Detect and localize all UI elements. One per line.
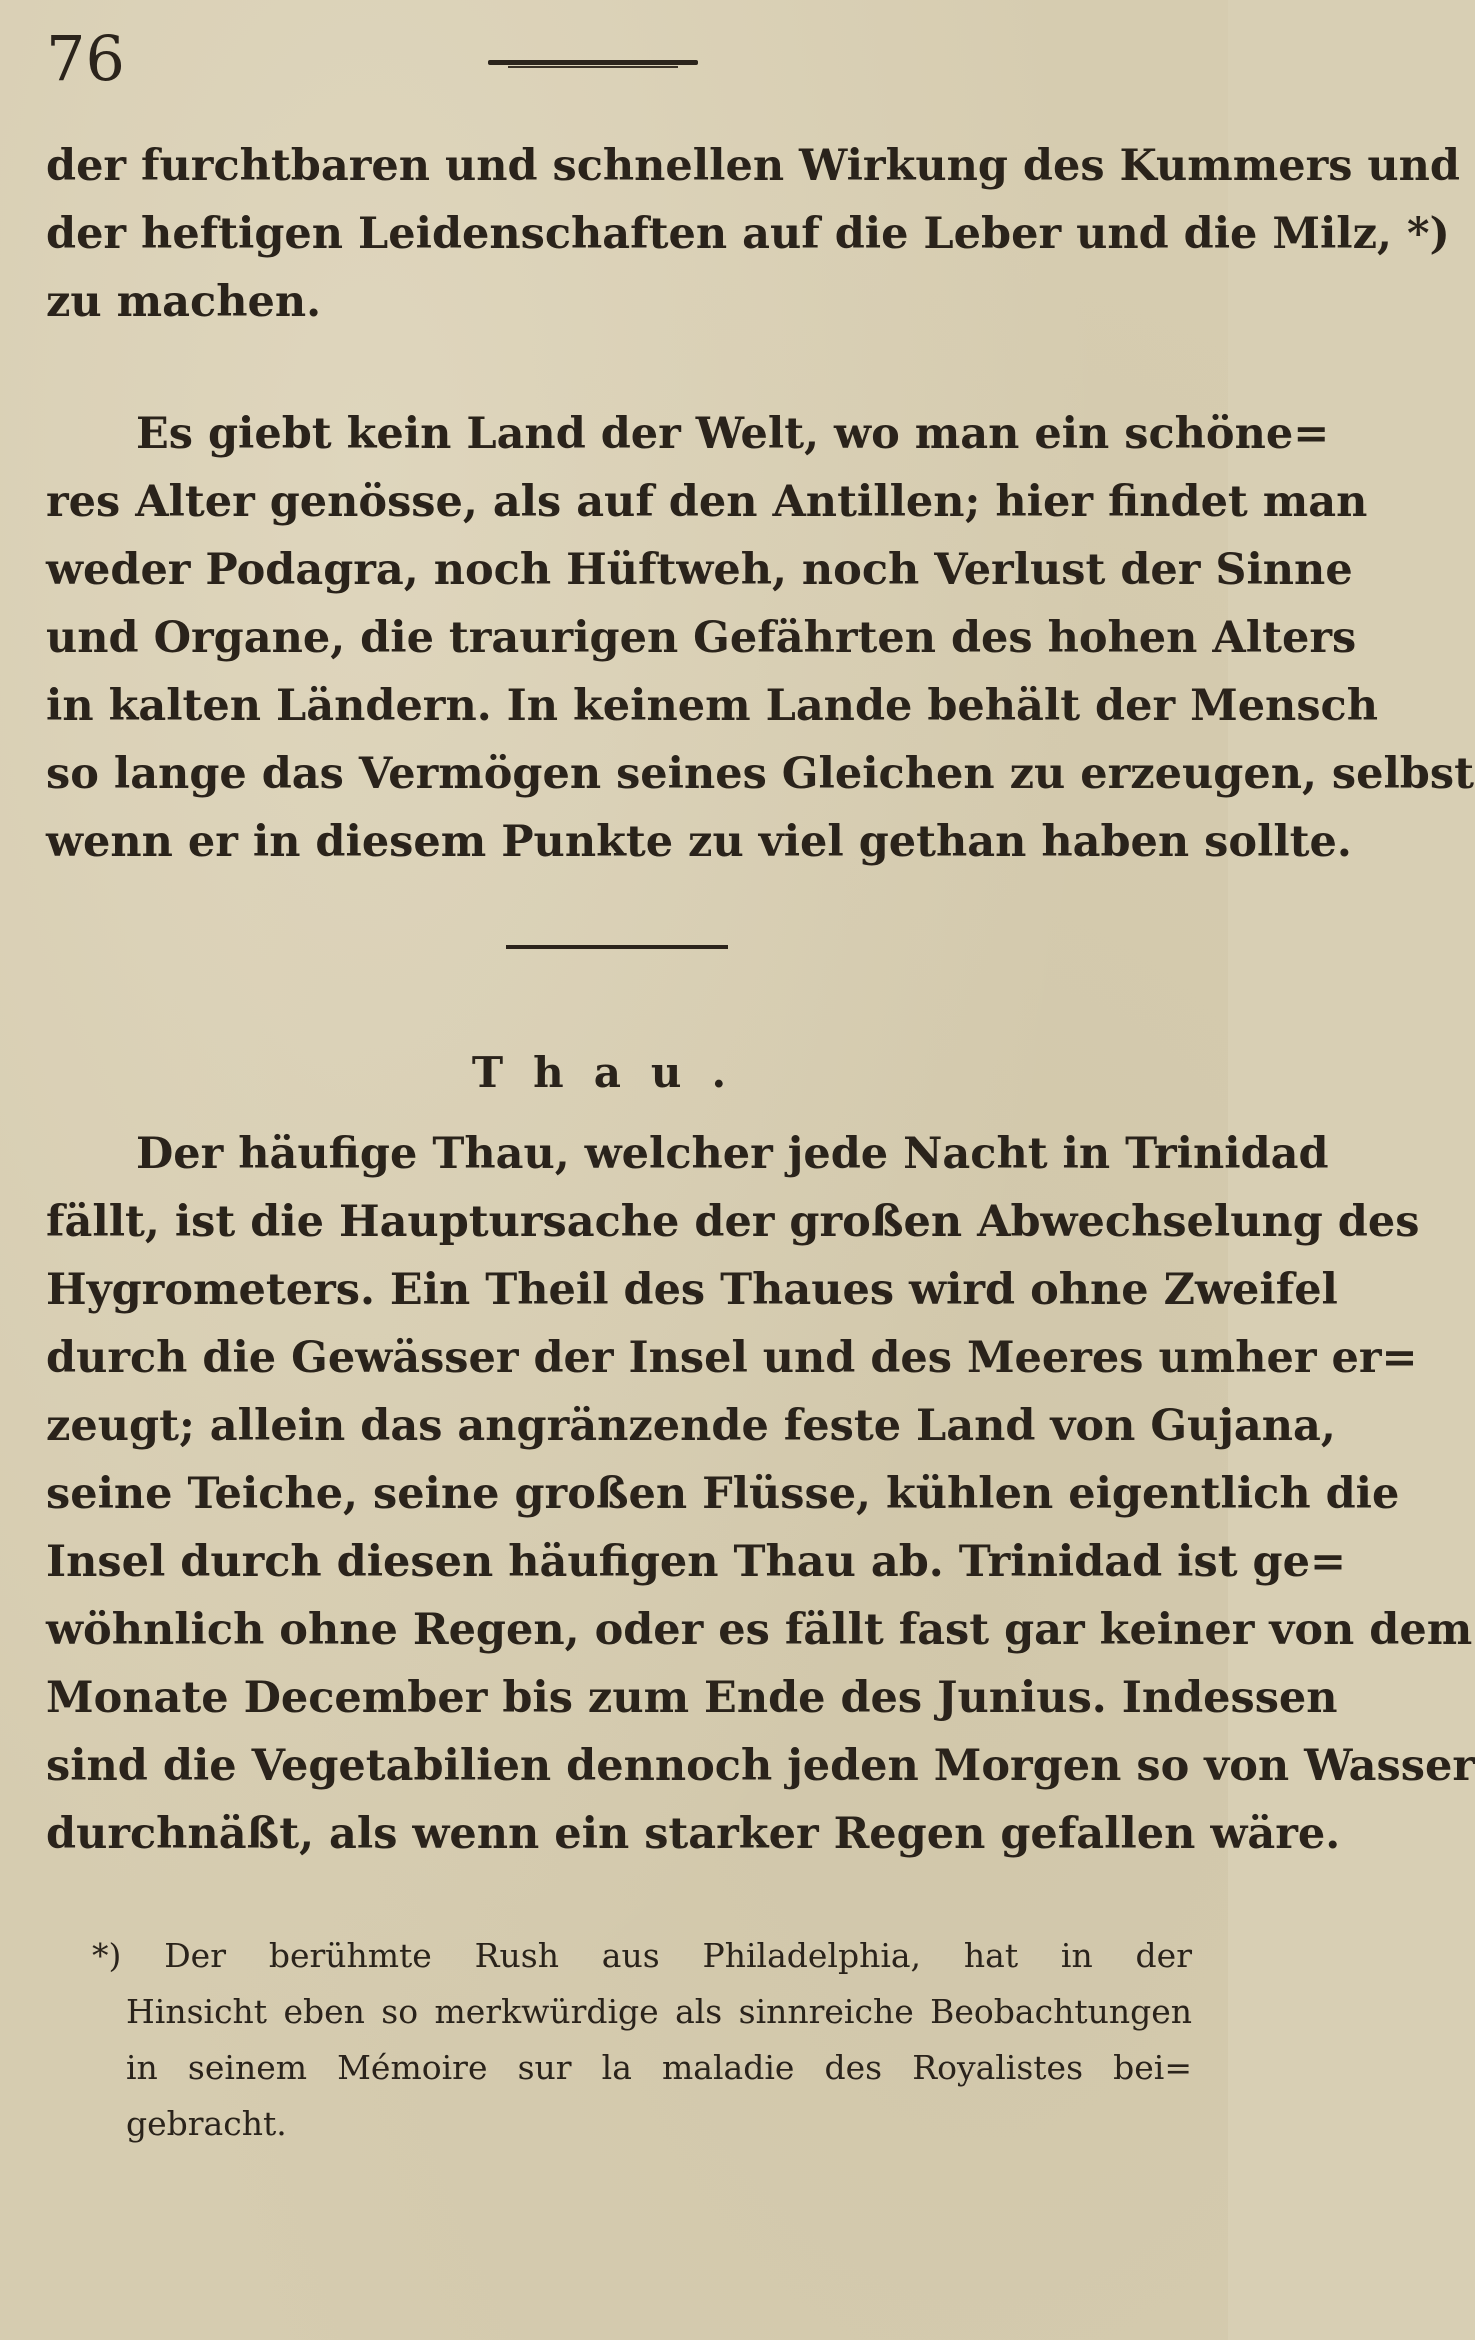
text-line: wenn er in diesem Punkte zu viel gethan haben sollte. <box>46 817 1352 867</box>
text-line: wöhnlich ohne Regen, oder es fällt fast gar keiner von dem <box>46 1605 1473 1655</box>
text-line: und Organe, die traurigen Gefährten des hohen Alters <box>46 613 1357 663</box>
text-line: zu machen. <box>46 277 322 327</box>
text-line: zeugt; allein das angränzende feste Land von Gujana, <box>46 1401 1336 1451</box>
text-line: sind die Vegetabilien dennoch jeden Morgen so von Wasser <box>46 1741 1475 1791</box>
text-line: der heftigen Leidenschaften auf die Leber und die Milz, *) <box>46 209 1450 259</box>
text-line: seine Teiche, seine großen Flüsse, kühlen eigentlich die <box>46 1469 1400 1519</box>
text-line: weder Podagra, noch Hüftweh, noch Verlust der Sinne <box>46 545 1353 595</box>
text-line: Insel durch diesen häufigen Thau ab. Trinidad ist ge= <box>46 1537 1346 1587</box>
section-heading: Thau. <box>471 1048 757 1097</box>
text-line: Der häufige Thau, welcher jede Nacht in Trinidad <box>136 1129 1329 1179</box>
text-line: res Alter genösse, als auf den Antillen; hier findet man <box>46 477 1368 527</box>
page-number: 76 <box>46 22 125 95</box>
paragraph-antilles <box>46 400 1474 876</box>
text-line: der furchtbaren und schnellen Wirkung des Kummers und <box>46 141 1461 191</box>
text-line: Es giebt kein Land der Welt, wo man ein schöne= <box>136 409 1330 459</box>
text-line: durchnäßt, als wenn ein starker Regen gefallen wäre. <box>46 1809 1341 1859</box>
footnote <box>92 1928 1192 2152</box>
footnote-line: in seinem Mémoire sur la maladie des Royalistes bei= <box>126 2048 1192 2087</box>
paragraph-thau <box>46 1120 1475 1868</box>
header-rule <box>488 60 698 65</box>
footnote-line: Hinsicht eben so merkwürdige als sinnreiche Beobachtungen <box>126 1992 1192 2031</box>
text-line: Monate December bis zum Ende des Junius. Indessen <box>46 1673 1338 1723</box>
footnote-line: gebracht. <box>126 2104 287 2143</box>
text-line: in kalten Ländern. In keinem Lande behält der Mensch <box>46 681 1378 731</box>
text-line: Hygrometers. Ein Theil des Thaues wird ohne Zweifel <box>46 1265 1338 1315</box>
text-line: fällt, ist die Hauptursache der großen Abwechselung des <box>46 1197 1420 1247</box>
text-line: durch die Gewässer der Insel und des Meeres umher er= <box>46 1333 1418 1383</box>
paragraph-continuation <box>46 132 1461 336</box>
footnote-line: *) Der berühmte Rush aus Philadelphia, hat in der <box>92 1936 1192 1975</box>
section-divider <box>506 945 728 949</box>
text-line: so lange das Vermögen seines Gleichen zu erzeugen, selbst <box>46 749 1474 799</box>
